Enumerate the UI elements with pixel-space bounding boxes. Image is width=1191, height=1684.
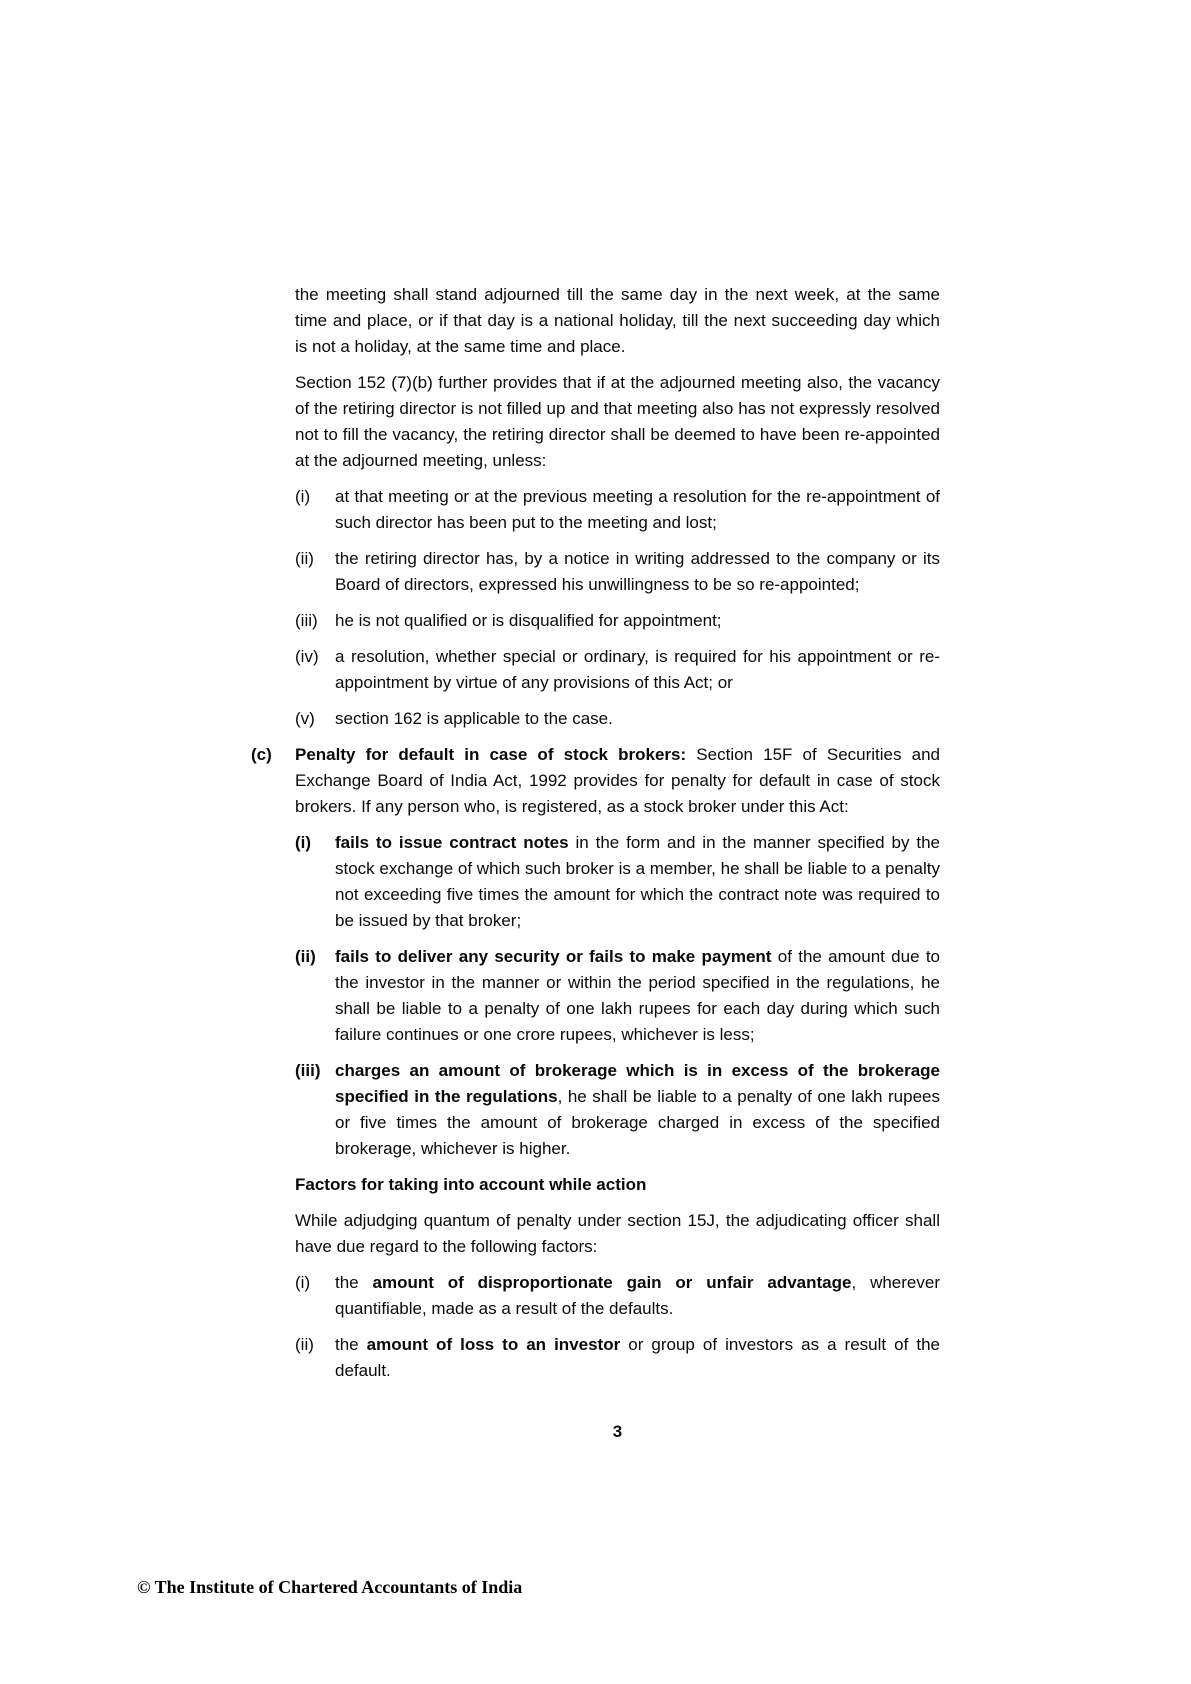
penalty-list-item-iii [295, 1058, 940, 1162]
paragraph-adjournment: the meeting shall stand adjourned till the same day in the next week, at the same time and place, or if that day is a national holiday, till the next succeeding day which is not a holiday, at the same time and place. [295, 285, 940, 356]
bold-lead: amount of loss to an investor [366, 1335, 621, 1354]
list-item-text: section 162 is applicable to the case. [335, 709, 613, 728]
list-marker: (i) [295, 1273, 311, 1292]
item-pre: the [335, 1273, 373, 1292]
list-item-i [295, 484, 940, 536]
list-marker: (v) [295, 709, 315, 728]
list-item-text: a resolution, whether special or ordinary, is required for his appointment or re-appointment by virtue of any provisions of this Act; or [335, 647, 940, 692]
bold-lead: amount of disproportionate gain or unfair advantage [372, 1273, 852, 1292]
list-item-text [335, 1332, 940, 1384]
list-item-text [335, 1058, 940, 1162]
list-item-c-penalty-stock-brokers [251, 742, 940, 820]
paragraph-adjudging-penalty: While adjudging quantum of penalty under section 15J, the adjudicating officer shall have due regard to the following factors: [295, 1211, 940, 1256]
bold-lead: Penalty for default in case of stock brokers: [295, 745, 687, 764]
factors-list-item-i [295, 1270, 940, 1322]
penalty-list-item-i [295, 830, 940, 934]
document-body [251, 282, 940, 1394]
list-item-iv [295, 644, 940, 696]
paragraph-section-152: Section 152 (7)(b) further provides that if at the adjourned meeting also, the vacancy of the retiring director is not filled up and that meeting also has not expressly resolved not to fill the vacancy, the retiring director shall be deemed to have been re-appointed at the adjourned meeting, unless: [295, 373, 940, 470]
section-heading-factors: Factors for taking into account while action [295, 1175, 647, 1194]
bold-lead: charges an amount of brokerage which is in excess of the brokerage specified in the regulations [335, 1061, 940, 1106]
item-rest: or group of investors as a result of the default. [335, 1335, 940, 1380]
list-item-text [295, 742, 940, 820]
footer-copyright: © The Institute of Chartered Accountants of India [137, 1577, 523, 1597]
list-marker: (ii) [295, 549, 314, 568]
bold-lead: fails to issue contract notes [335, 833, 569, 852]
list-marker: (iii) [295, 611, 318, 630]
item-rest: of the amount due to the investor in the manner or within the period specified in the regulations, he shall be liable to a penalty of one lakh rupees for each day during which such failure continues or one crore rupees, whichever is less; [335, 947, 941, 1044]
list-item-text: he is not qualified or is disqualified for appointment; [335, 611, 722, 630]
penalty-list-item-ii [295, 944, 940, 1048]
bold-lead: fails to deliver any security or fails to make payment [335, 947, 772, 966]
list-item-v [295, 706, 940, 732]
list-item-text [335, 1270, 940, 1322]
list-marker: (iv) [295, 647, 319, 666]
factors-list-item-ii [295, 1332, 940, 1384]
list-item-iii [295, 608, 940, 634]
item-rest: , he shall be liable to a penalty of one lakh rupees or five times the amount of brokerage charged in excess of the specified brokerage, whichever is higher. [335, 1087, 940, 1158]
list-marker: (ii) [295, 947, 316, 966]
item-rest: Section 15F of Securities and Exchange Board of India Act, 1992 provides for penalty for default in case of stock brokers. If any person who, is registered, as a stock broker under this Act: [295, 745, 940, 816]
page-number: 3 [612, 1422, 623, 1441]
list-item-ii [295, 546, 940, 598]
item-rest: in the form and in the manner specified by the stock exchange of which such broker is a member, he shall be liable to a penalty not exceeding five times the amount for which the contract note was required to be issued by that broker; [335, 833, 940, 930]
list-marker: (i) [295, 487, 311, 506]
list-item-text [335, 830, 940, 934]
list-item-text: the retiring director has, by a notice in writing addressed to the company or its Board of directors, expressed his unwillingness to be so re-appointed; [335, 549, 940, 594]
list-marker: (c) [251, 745, 272, 764]
list-marker: (ii) [295, 1335, 314, 1354]
list-marker: (iii) [295, 1061, 321, 1080]
item-pre: the [335, 1335, 367, 1354]
item-rest: , wherever quantifiable, made as a result of the defaults. [335, 1273, 940, 1318]
list-item-text: at that meeting or at the previous meeting a resolution for the re-appointment of such director has been put to the meeting and lost; [335, 487, 940, 532]
list-marker: (i) [295, 833, 312, 852]
list-item-text [335, 944, 940, 1048]
